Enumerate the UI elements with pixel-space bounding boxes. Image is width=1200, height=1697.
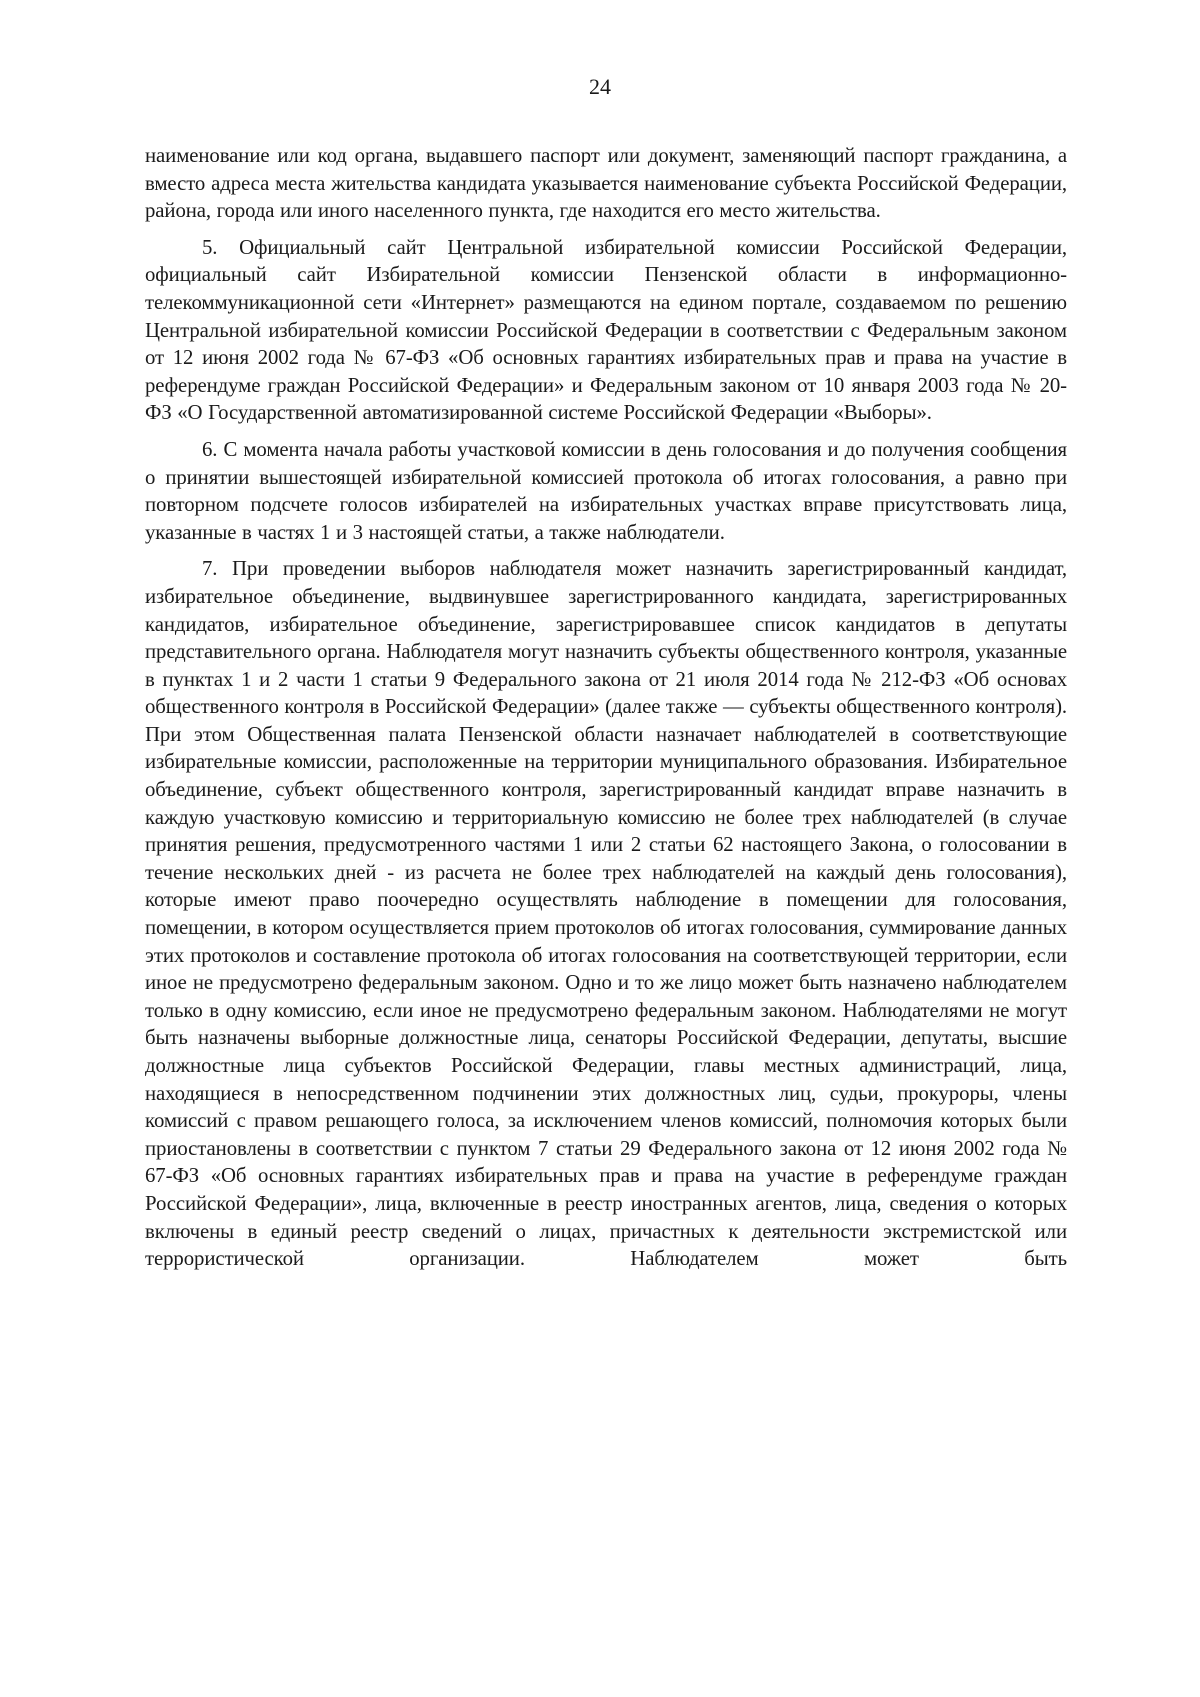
paragraph-item-5: 5. Официальный сайт Центральной избирательной комиссии Российской Федерации, официальный сайт Избирательной комиссии Пензенской области в информационно-телекоммуникационной сети «Интернет» размещаются на едином портале, создаваемом по решению Центральной избирательной комиссии Российской Федерации в соответствии с Федеральным законом от 12 июня 2002 года № 67-ФЗ «Об основных гарантиях избирательных прав и права на участие в референдуме граждан Российской Федерации» и Федеральным законом от 10 января 2003 года № 20-ФЗ «О Государственной автоматизированной системе Российской Федерации «Выборы». (145, 235, 1067, 425)
paragraph-item-6: 6. С момента начала работы участковой комиссии в день голосования и до получения сообщения о принятии вышестоящей избирательной комиссией протокола об итогах голосования, а равно при повторном подсчете голосов избирателей на избирательных участках вправе присутствовать лица, указанные в частях 1 и 3 настоящей статьи, а также наблюдатели. (145, 437, 1067, 544)
paragraph-continuation: наименование или код органа, выдавшего паспорт или документ, заменяющий паспорт гражданина, а вместо адреса места жительства кандидата указывается наименование субъекта Российской Федерации, района, города или иного населенного пункта, где находится его место жительства. (145, 144, 1067, 223)
paragraph-item-7: 7. При проведении выборов наблюдателя может назначить зарегистрированный кандидат, избирательное объединение, выдвинувшее зарегистрированного кандидата, зарегистрированных кандидатов, избирательное объединение, зарегистрировавшее список кандидатов в депутаты представительного органа. Наблюдателя могут назначить субъекты общественного контроля, указанные в пунктах 1 и 2 части 1 статьи 9 Федерального закона от 21 июля 2014 года № 212-ФЗ «Об основах общественного контроля в Российской Федерации» (далее также — субъекты общественного контроля). При этом Общественная палата Пензенской области назначает наблюдателей в соответствующие избирательные комиссии, расположенные на территории муниципального образования. Избирательное объединение, субъект общественного контроля, зарегистрированный кандидат вправе назначить в каждую участковую комиссию и территориальную комиссию не более трех наблюдателей (в случае принятия решения, предусмотренного частями 1 или 2 статьи 62 настоящего Закона, о голосовании в течение нескольких дней - из расчета не более трех наблюдателей на каждый день голосования), которые имеют право поочередно осуществлять наблюдение в помещении для голосования, помещении, в котором осуществляется прием протоколов об итогах голосования, суммирование данных этих протоколов и составление протокола об итогах голосования на соответствующей территории, если иное не предусмотрено федеральным законом. Одно и то же лицо может быть назначено наблюдателем только в одну комиссию, если иное не предусмотрено федеральным законом. Наблюдателями не могут быть назначены выборные должностные лица, сенаторы Российской Федерации, депутаты, высшие должностные лица субъектов Российской Федерации, главы местных администраций, лица, находящиеся в непосредственном подчинении этих должностных лиц, судьи, прокуроры, члены комиссий с правом решающего голоса, за исключением членов комиссий, полномочия которых были приостановлены в соответствии с пунктом 7 статьи 29 Федерального закона от 12 июня 2002 года № 67-ФЗ «Об основных гарантиях избирательных прав и права на участие в референдуме граждан Российской Федерации», лица, включенные в реестр иностранных агентов, лица, сведения о которых включены в единый реестр сведений о лицах, причастных к деятельности экстремистской или террористической организации. Наблюдателем может быть (145, 557, 1068, 1271)
page-number: 24 (589, 74, 611, 99)
document-body (145, 142, 1067, 1273)
